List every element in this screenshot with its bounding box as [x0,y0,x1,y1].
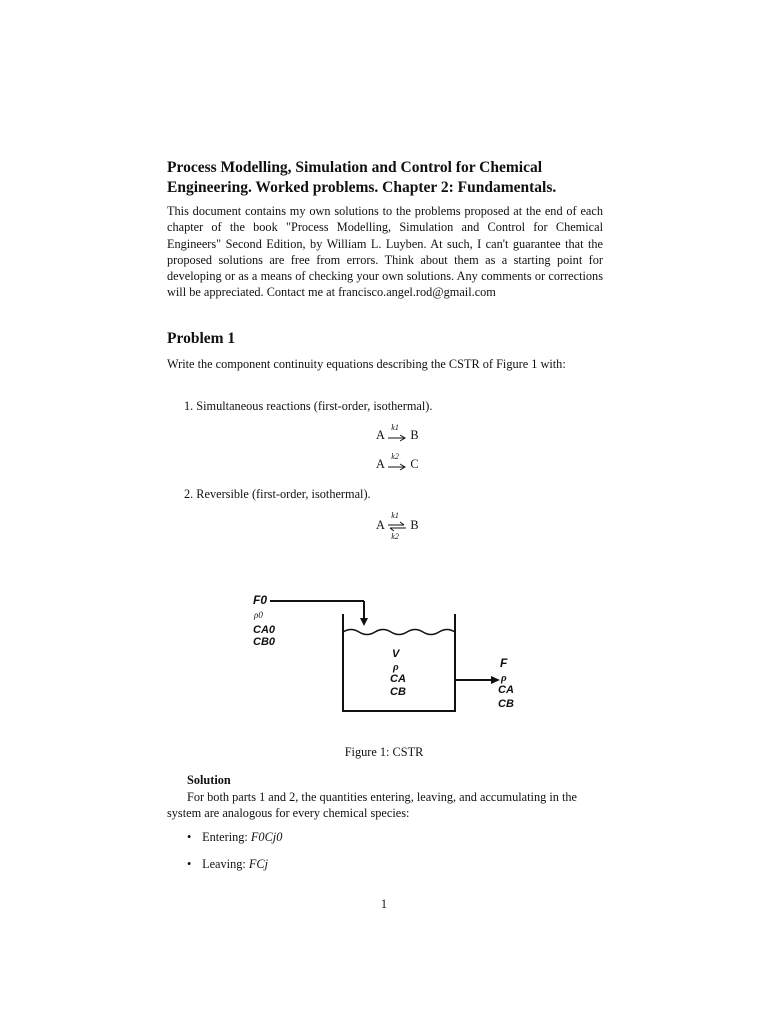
right-arrow-icon [387,452,407,472]
tank-ca-label: CA [390,673,406,685]
problem-statement: Write the component continuity equations describing the CSTR of Figure 1 with: [167,357,566,371]
bullet-icon: • [187,857,192,871]
figure-caption: Figure 1: CSTR [344,745,424,759]
inlet-cb-label: CB0 [253,636,276,648]
outlet-density-label: ρ [501,672,507,684]
outlet-ca-label: CA [498,684,514,696]
equation-a-to-b [376,423,419,443]
tank-density-label: ρ [393,661,399,673]
bullet-label: Entering: [202,830,248,844]
bullet-entering [187,830,282,845]
list-item-simultaneous: 1. Simultaneous reactions (first-order, isothermal). [184,399,433,413]
solution-heading: Solution [187,773,231,787]
bullet-expression: FCj [248,857,269,871]
eq-left: A [376,457,385,471]
inlet-ca-label: CA0 [253,624,276,636]
right-arrow-icon [387,423,407,443]
rate-constant: k2 [391,452,399,462]
problem-heading: Problem 1 [167,330,236,347]
tank-volume-label: V [392,648,400,660]
document-title: Process Modelling, Simulation and Control for Chemical Engineering. Worked problems. Chapter 2: Fundamentals. [167,159,557,196]
eq-right: C [410,457,419,471]
equilibrium-arrow-icon [387,511,407,542]
eq-left: A [376,428,385,442]
bullet-icon: • [187,830,192,844]
eq-right: B [410,428,419,442]
bullet-leaving [187,857,268,872]
inlet-flow-label: F0 [253,593,268,607]
intro-paragraph: This document contains my own solutions to the problems proposed at the end of each chapter of the book "Process Modelling, Simulation and Control for Chemical Engineers" Second Edition, by William L. Luyben. At such, I can't guarantee that the proposed solutions are free from errors. Think about them as a starting point for developing or as a means of checking your own solutions. Any comments or corrections will be appreciated. Contact me at francisco.angel.rod@gmail.com [167,204,603,300]
solution-paragraph: For both parts 1 and 2, the quantities entering, leaving, and accumulating in the system are analogous for every chemical species: [167,790,577,821]
inlet-density-label: ρ0 [254,610,263,620]
list-item-reversible: 2. Reversible (first-order, isothermal). [184,487,371,501]
bullet-label: Leaving: [202,857,246,871]
eq-left: A [376,518,385,532]
rate-constant: k1 [391,423,399,433]
outlet-flow-label: F [500,656,508,670]
equation-a-to-c [376,452,419,472]
equation-reversible [376,511,419,542]
cstr-diagram [248,590,548,720]
tank-cb-label: CB [390,686,406,698]
eq-right: B [410,518,419,532]
rate-constant-forward: k1 [391,511,399,521]
rate-constant-reverse: k2 [391,532,399,542]
outlet-cb-label: CB [498,698,514,710]
bullet-expression: F0Cj0 [250,830,283,844]
page-number: 1 [380,897,388,911]
